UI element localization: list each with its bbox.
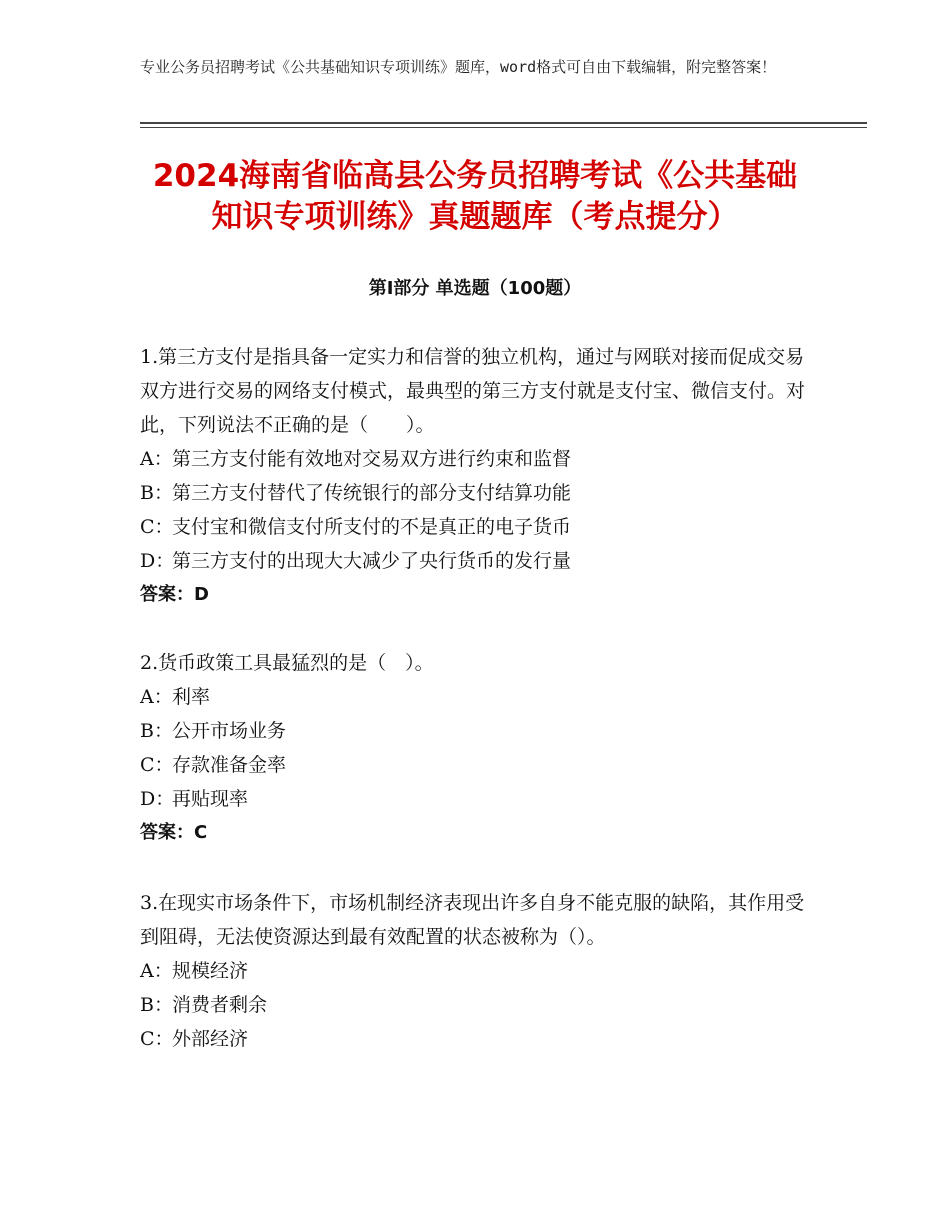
answer-line: 答案：D (140, 584, 209, 605)
option-c (140, 1022, 810, 1056)
answer-line: 答案：C (140, 822, 208, 843)
question-stem: 3.在现实市场条件下，市场机制经济表现出许多自身不能克服的缺陷，其作用受到阻碍，无法使资源达到最有效配置的状态被称为（）。 (140, 892, 805, 948)
section-heading: 第Ⅰ部分 单选题（100题） (368, 278, 582, 299)
question-3 (140, 886, 810, 1056)
option-label: D： (140, 788, 175, 810)
option-label: B： (140, 720, 173, 742)
question-stem: 2.货币政策工具最猛烈的是（ ）。 (140, 652, 434, 674)
option-label: C： (140, 1028, 174, 1050)
option-d (140, 782, 810, 816)
option-text: 利率 (172, 686, 211, 708)
option-text: 第三方支付替代了传统银行的部分支付结算功能 (172, 482, 572, 504)
question-stem: 1.第三方支付是指具备一定实力和信誉的独立机构，通过与网联对接而促成交易双方进行交易的网络支付模式，最典型的第三方支付就是支付宝、微信支付。对此，下列说法不正确的是（ ）。 (140, 346, 806, 436)
option-a (140, 680, 810, 714)
option-text: 公开市场业务 (172, 720, 287, 742)
option-c (140, 748, 810, 782)
option-text: 规模经济 (172, 960, 249, 982)
header-divider-thick (140, 122, 867, 124)
option-label: B： (140, 482, 173, 504)
question-1 (140, 340, 810, 612)
option-label: A： (140, 960, 173, 982)
option-a (140, 954, 810, 988)
option-b (140, 988, 810, 1022)
option-text: 第三方支付能有效地对交易双方进行约束和监督 (172, 448, 572, 470)
document-title: 2024海南省临高县公务员招聘考试《公共基础知识专项训练》真题题库（考点提分） (152, 158, 798, 235)
option-c (140, 510, 810, 544)
option-d (140, 544, 810, 578)
option-text: 存款准备金率 (172, 754, 287, 776)
option-label: D： (140, 550, 175, 572)
option-label: C： (140, 754, 174, 776)
option-text: 支付宝和微信支付所支付的不是真正的电子货币 (172, 516, 572, 538)
option-b (140, 476, 810, 510)
option-text: 再贴现率 (172, 788, 249, 810)
option-label: B： (140, 994, 173, 1016)
option-a (140, 442, 810, 476)
option-b (140, 714, 810, 748)
option-text: 消费者剩余 (172, 994, 268, 1016)
header-divider-thin (140, 127, 867, 128)
option-text: 外部经济 (172, 1028, 249, 1050)
question-2 (140, 646, 810, 850)
option-label: A： (140, 686, 173, 708)
option-text: 第三方支付的出现大大减少了央行货币的发行量 (172, 550, 572, 572)
option-label: C： (140, 516, 174, 538)
option-label: A： (140, 448, 173, 470)
header-note: 专业公务员招聘考试《公共基础知识专项训练》题库，word格式可自由下载编辑，附完整答案！ (140, 58, 777, 76)
